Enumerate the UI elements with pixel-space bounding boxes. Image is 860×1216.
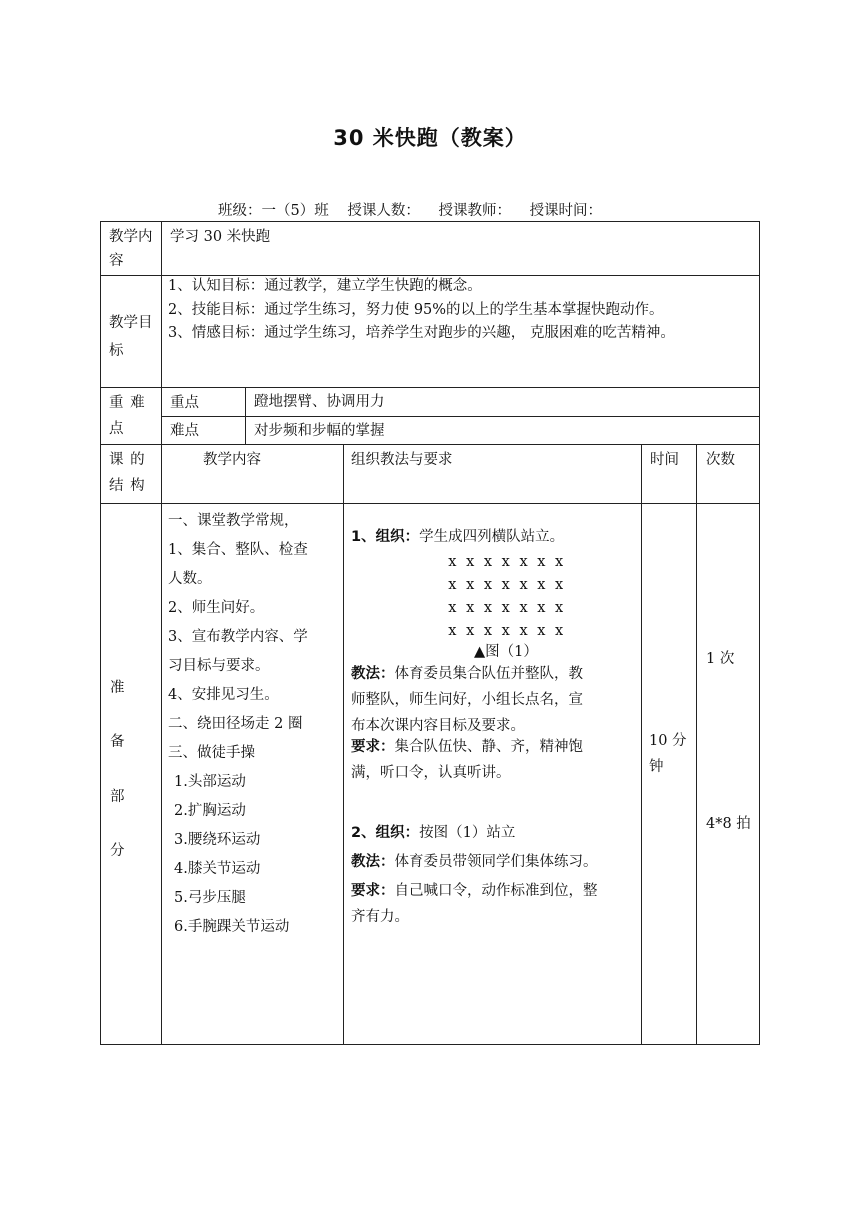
prep-content-item: 6.手腕踝关节运动 xyxy=(174,919,290,935)
formation-row: x x x x x x x xyxy=(448,600,566,616)
teacher-label: 授课教师： xyxy=(438,203,511,219)
goal-item: 1、认知目标：通过教学，建立学生快跑的概念。 xyxy=(168,278,482,294)
formation-row: x x x x x x x xyxy=(448,623,566,639)
table-border-top xyxy=(100,221,759,222)
section2-method xyxy=(351,849,598,875)
section2-req-label: 要求： xyxy=(351,883,395,899)
section1-method-line: 师整队，师生问好，小组长点名，宣 xyxy=(351,692,583,708)
header-method: 组织教法与要求 xyxy=(351,452,453,468)
prep-content-item: 3、宣布教学内容、学 xyxy=(168,629,308,645)
header-content: 教学内容 xyxy=(203,452,261,468)
formation-row: x x x x x x x xyxy=(448,577,566,593)
goal-item: 3、情感目标：通过学生练习，培养学生对跑步的兴趣， 克服困难的吃苦精神。 xyxy=(168,325,675,341)
goals-row-label: 教学目标 xyxy=(109,315,153,359)
prep-part-label-2: 备 xyxy=(110,734,125,750)
prep-content-item: 人数。 xyxy=(168,571,212,587)
section2-org-text: 按图（1）站立 xyxy=(419,825,516,841)
section2-method-text: 体育委员带领同学们集体练习。 xyxy=(394,854,598,870)
prep-part-label-4: 分 xyxy=(110,843,125,859)
section2-method-label: 教法： xyxy=(351,854,395,870)
table-border-left xyxy=(100,221,101,1045)
prep-content-item: 三、做徒手操 xyxy=(168,745,255,761)
section1-requirement xyxy=(351,734,583,786)
class-info-line xyxy=(218,199,616,220)
header-structure: 课 的 结 构 xyxy=(109,452,146,494)
section2-req-line: 齐有力。 xyxy=(351,909,409,925)
section1-method-line: 体育委员集合队伍并整队，教 xyxy=(394,666,583,682)
prep-time xyxy=(649,728,687,780)
table-divider xyxy=(161,221,162,1045)
formation-diagram xyxy=(437,551,577,643)
prep-content-item: 3.腰绕环运动 xyxy=(174,832,261,848)
section2-organization xyxy=(351,820,515,846)
section2-org-label: 2、组织： xyxy=(351,825,420,841)
prep-time-line: 10 分 xyxy=(649,733,687,749)
prep-content-item: 4、安排见习生。 xyxy=(168,687,279,703)
table-border-bottom xyxy=(100,1044,759,1045)
section1-req-line: 集合队伍快、静、齐，精神饱 xyxy=(394,739,583,755)
difficulty-value: 对步频和步幅的掌握 xyxy=(254,423,385,439)
table-divider xyxy=(641,444,642,1045)
content-row-label: 教学内容 xyxy=(109,229,153,269)
prep-times-1: 1 次 xyxy=(706,651,735,667)
key-point-label: 重点 xyxy=(170,395,199,411)
prep-content-item: 5.弓步压腿 xyxy=(174,890,246,906)
table-divider xyxy=(100,503,759,504)
page-title: 30 米快跑（教案） xyxy=(333,126,527,150)
prep-content-item: 1.头部运动 xyxy=(174,774,246,790)
prep-part-label-3: 部 xyxy=(110,789,125,805)
section2-requirement xyxy=(351,878,598,930)
goal-item: 2、技能目标：通过学生练习，努力使 95%的以上的学生基本掌握快跑动作。 xyxy=(168,301,664,318)
section1-org-label: 1、组织： xyxy=(351,529,420,545)
header-time: 时间 xyxy=(650,452,679,468)
lesson-time-label: 授课时间： xyxy=(529,203,603,219)
section1-organization xyxy=(351,524,564,550)
section1-method-label: 教法： xyxy=(351,666,395,682)
difficulty-label: 难点 xyxy=(170,423,199,439)
table-divider xyxy=(100,444,759,445)
table-divider xyxy=(161,416,759,417)
section1-method-line: 布本次课内容目标及要求。 xyxy=(351,718,525,734)
prep-content-item: 1、集合、整队、检查 xyxy=(168,542,308,558)
student-count-label: 授课人数： xyxy=(347,203,420,219)
prep-part-label-1: 准 xyxy=(110,680,125,696)
prep-times-2: 4*8 拍 xyxy=(706,816,751,832)
formation-row: x x x x x x x xyxy=(448,554,566,570)
prep-time-line: 钟 xyxy=(649,759,664,775)
key-point-value: 蹬地摆臂、协调用力 xyxy=(254,394,385,410)
class-label: 班级：一（5）班 xyxy=(218,203,329,219)
goals-list xyxy=(168,275,675,346)
section1-org-text: 学生成四列横队站立。 xyxy=(419,529,565,545)
prep-content-item: 一、课堂教学常规， xyxy=(168,513,299,529)
prep-content-item: 二、绕田径场走 2 圈 xyxy=(168,716,303,732)
table-divider xyxy=(245,387,246,444)
prep-content-item: 习目标与要求。 xyxy=(168,658,270,674)
table-border-right xyxy=(759,221,760,1045)
prep-content-list xyxy=(168,507,308,942)
figure-caption: ▲图（1） xyxy=(474,644,538,660)
table-divider xyxy=(343,444,344,1045)
prep-content-item: 2.扩胸运动 xyxy=(174,803,246,819)
section1-method xyxy=(351,661,583,739)
table-divider xyxy=(100,387,759,388)
table-divider xyxy=(696,444,697,1045)
content-row-value: 学习 30 米快跑 xyxy=(170,229,271,245)
key-difficulty-label: 重 难 点 xyxy=(109,395,146,437)
header-times: 次数 xyxy=(706,452,735,468)
prep-content-item: 2、师生问好。 xyxy=(168,600,265,616)
section2-req-line: 自己喊口令，动作标准到位，整 xyxy=(394,883,598,899)
section1-req-label: 要求： xyxy=(351,739,395,755)
section1-req-line: 满，听口令，认真听讲。 xyxy=(351,765,511,781)
prep-content-item: 4.膝关节运动 xyxy=(174,861,261,877)
